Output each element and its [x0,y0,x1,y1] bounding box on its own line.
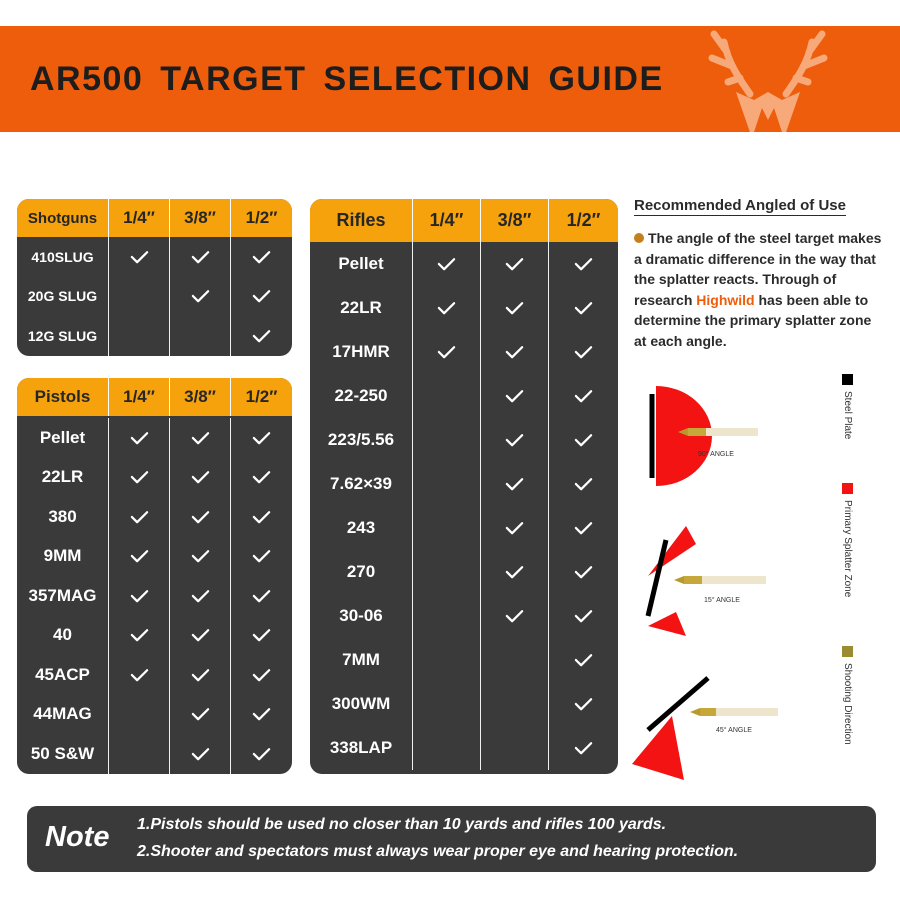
splatter-zone-15b [648,612,686,636]
checkmark-cell [549,726,618,770]
note-label: Note [45,821,110,853]
checkmark-icon [252,328,271,344]
checkmark-cell [231,277,292,317]
angle-section-title: Recommended Angled of Use [634,197,846,214]
checkmark-cell [109,237,170,277]
checkmark-cell [109,458,170,498]
pistols-row-40 [17,616,292,656]
checkmark-icon [252,548,271,564]
checkmark-icon [574,344,593,360]
checkmark-icon [252,469,271,485]
checkmark-cell [549,506,618,550]
rifles-row-223-5-56 [310,418,618,462]
caliber-name: 40 [17,616,109,656]
rifles-thickness-header: 3/8″ [481,199,549,242]
caliber-name: 9MM [17,537,109,577]
checkmark-icon [505,300,524,316]
caliber-name: 45ACP [17,655,109,695]
checkmark-cell [109,418,170,458]
angle-label-45: 45° ANGLE [716,727,752,734]
checkmark-cell [549,330,618,374]
checkmark-icon [191,706,210,722]
caliber-name: 338LAP [310,726,413,770]
checkmark-cell [549,242,618,286]
checkmark-icon [130,469,149,485]
checkmark-icon [437,256,456,272]
empty-cell [413,726,481,770]
empty-cell [413,462,481,506]
checkmark-cell [231,497,292,537]
checkmark-cell [170,734,231,774]
checkmark-cell [231,734,292,774]
checkmark-cell [109,537,170,577]
checkmark-cell [413,242,481,286]
caliber-name: 50 S&W [17,734,109,774]
caliber-name: 7MM [310,638,413,682]
rifles-row-30-06 [310,594,618,638]
caliber-name: 12G SLUG [17,316,109,356]
checkmark-cell [413,330,481,374]
checkmark-icon [574,652,593,668]
checkmark-cell [170,458,231,498]
checkmark-cell [231,458,292,498]
checkmark-cell [481,418,549,462]
caliber-name: Pellet [17,418,109,458]
checkmark-cell [549,418,618,462]
checkmark-icon [191,746,210,762]
rifles-table [310,199,618,774]
checkmark-cell [170,497,231,537]
bullet-15 [674,576,766,584]
steel-plate-15 [648,540,666,616]
checkmark-icon [252,509,271,525]
checkmark-icon [130,588,149,604]
legend-swatch-olive [842,646,853,657]
checkmark-icon [130,509,149,525]
checkmark-cell [109,616,170,656]
rifles-row-pellet [310,242,618,286]
empty-cell [481,682,549,726]
rifles-row-300wm [310,682,618,726]
empty-cell [109,734,170,774]
checkmark-cell [170,616,231,656]
note-box [27,806,876,872]
checkmark-icon [252,746,271,762]
caliber-name: 243 [310,506,413,550]
legend-splatter-zone [842,483,853,597]
checkmark-cell [231,418,292,458]
checkmark-icon [505,564,524,580]
shotguns-table [17,199,292,356]
checkmark-cell [170,695,231,735]
empty-cell [413,594,481,638]
caliber-name: 410SLUG [17,237,109,277]
caliber-name: 20G SLUG [17,277,109,317]
checkmark-cell [549,594,618,638]
caliber-name: 17HMR [310,330,413,374]
checkmark-cell [109,576,170,616]
checkmark-cell [231,576,292,616]
checkmark-cell [481,550,549,594]
checkmark-icon [130,249,149,265]
checkmark-cell [549,638,618,682]
checkmark-cell [549,286,618,330]
diagram-90-angle [652,386,758,486]
legend-steel-plate [842,374,853,439]
pistols-thickness-header: 3/8″ [170,378,231,416]
pistols-row-45acp [17,655,292,695]
caliber-name: 22-250 [310,374,413,418]
shotguns-row-12g-slug [17,316,292,356]
checkmark-icon [130,667,149,683]
checkmark-cell [231,237,292,277]
shotguns-header-label: Shotguns [17,199,109,237]
shotguns-thickness-header: 1/2″ [245,208,278,227]
checkmark-cell [109,655,170,695]
checkmark-cell [231,616,292,656]
legend-label-splatter-zone: Primary Splatter Zone [842,500,853,598]
rifles-row-7-62-39 [310,462,618,506]
shotguns-header-row [17,199,292,237]
empty-cell [413,550,481,594]
checkmark-cell [170,418,231,458]
pistols-row-357mag [17,576,292,616]
checkmark-cell [549,374,618,418]
shotguns-row-410slug [17,237,292,277]
angle-diagrams [626,380,806,785]
checkmark-cell [170,277,231,317]
checkmark-icon [130,430,149,446]
checkmark-cell [109,497,170,537]
checkmark-icon [252,667,271,683]
rifles-row-270 [310,550,618,594]
legend-shooting-direction [842,646,853,745]
pistols-row-22lr [17,458,292,498]
caliber-name: 7.62×39 [310,462,413,506]
checkmark-icon [252,627,271,643]
caliber-name: 22LR [17,458,109,498]
header-banner [0,26,900,132]
checkmark-icon [130,627,149,643]
pistols-row-9mm [17,537,292,577]
caliber-name: 380 [17,497,109,537]
checkmark-icon [505,608,524,624]
rifles-thickness-header: 1/4″ [413,199,481,242]
checkmark-icon [437,344,456,360]
caliber-name: 22LR [310,286,413,330]
diagram-15-angle [648,526,766,636]
checkmark-icon [252,588,271,604]
checkmark-cell [413,286,481,330]
checkmark-cell [481,330,549,374]
pistols-header-row [17,378,292,416]
empty-cell [413,374,481,418]
checkmark-cell [549,550,618,594]
angle-text-2: has been able to determine the primary splatter zone at each angle. [634,291,872,349]
steel-plate-45 [648,678,708,730]
checkmark-cell [231,655,292,695]
legend-label-steel-plate: Steel Plate [842,391,853,440]
checkmark-icon [505,476,524,492]
rifles-thickness-header: 1/2″ [566,210,601,230]
checkmark-cell [481,242,549,286]
checkmark-icon [574,740,593,756]
diagram-45-angle [632,678,778,780]
rifles-row-243 [310,506,618,550]
caliber-name: 270 [310,550,413,594]
checkmark-icon [574,564,593,580]
checkmark-icon [574,300,593,316]
caliber-name: 357MAG [17,576,109,616]
splatter-zone-45 [632,716,684,780]
caliber-name: 30-06 [310,594,413,638]
checkmark-cell [170,237,231,277]
checkmark-cell [231,695,292,735]
rifles-header-label: Rifles [310,199,413,242]
checkmark-icon [574,388,593,404]
pistols-row-pellet [17,418,292,458]
checkmark-cell [481,286,549,330]
checkmark-icon [191,430,210,446]
empty-cell [481,638,549,682]
rifles-header-row [310,199,618,242]
checkmark-icon [191,548,210,564]
checkmark-icon [505,520,524,536]
shotguns-thickness-header: 3/8″ [170,199,231,237]
checkmark-icon [252,430,271,446]
checkmark-icon [505,256,524,272]
checkmark-cell [549,682,618,726]
checkmark-icon [505,432,524,448]
deer-antler-logo-icon [698,26,838,132]
empty-cell [109,277,170,317]
shotguns-row-20g-slug [17,277,292,317]
checkmark-icon [191,249,210,265]
empty-cell [170,316,231,356]
note-line-2: 2.Shooter and spectators must always wear proper eye and hearing protection. [137,843,739,860]
angle-text-1: The angle of the steel target makes a dramatic difference in the way that the splatter reacts. Through of research [634,230,882,308]
checkmark-cell [481,374,549,418]
angle-label-15: 15° ANGLE [704,597,740,604]
checkmark-cell [549,462,618,506]
shotguns-thickness-header: 1/4″ [109,199,170,237]
bullet-90 [678,428,758,436]
checkmark-icon [574,608,593,624]
empty-cell [413,418,481,462]
checkmark-icon [574,520,593,536]
checkmark-cell [481,594,549,638]
checkmark-icon [252,706,271,722]
splatter-zone-15 [648,526,696,576]
brand-name: Highwild [696,291,755,308]
checkmark-cell [170,537,231,577]
checkmark-icon [505,344,524,360]
checkmark-icon [574,256,593,272]
rifles-row-22-250 [310,374,618,418]
checkmark-cell [481,462,549,506]
pistols-row-44mag [17,695,292,735]
empty-cell [413,638,481,682]
checkmark-icon [252,249,271,265]
empty-cell [109,316,170,356]
checkmark-icon [574,432,593,448]
angle-description [634,228,886,352]
caliber-name: 300WM [310,682,413,726]
empty-cell [413,682,481,726]
empty-cell [109,695,170,735]
rifles-row-7mm [310,638,618,682]
caliber-name: 44MAG [17,695,109,735]
empty-cell [413,506,481,550]
empty-cell [481,726,549,770]
checkmark-cell [170,576,231,616]
caliber-name: 223/5.56 [310,418,413,462]
bullet-45 [690,708,778,716]
checkmark-icon [191,667,210,683]
checkmark-icon [191,509,210,525]
rifles-row-22lr [310,286,618,330]
checkmark-cell [231,316,292,356]
checkmark-cell [231,537,292,577]
checkmark-icon [191,627,210,643]
pistols-row-380 [17,497,292,537]
checkmark-icon [252,288,271,304]
rifles-row-338lap [310,726,618,770]
checkmark-icon [191,588,210,604]
checkmark-cell [481,506,549,550]
checkmark-cell [170,655,231,695]
legend-swatch-black [842,374,853,385]
bullet-icon [634,233,644,243]
checkmark-icon [130,548,149,564]
pistols-row-50-s-w [17,734,292,774]
pistols-thickness-header: 1/4″ [109,378,170,416]
checkmark-icon [191,469,210,485]
rifles-row-17hmr [310,330,618,374]
pistols-thickness-header: 1/2″ [245,387,278,406]
checkmark-icon [191,288,210,304]
angle-label-90: 90° ANGLE [698,451,734,458]
pistols-header-label: Pistols [17,378,109,416]
page-title: AR500 TARGET SELECTION GUIDE [30,60,664,98]
checkmark-icon [574,476,593,492]
caliber-name: Pellet [310,242,413,286]
checkmark-icon [437,300,456,316]
checkmark-icon [574,696,593,712]
pistols-table [17,378,292,774]
legend-swatch-red [842,483,853,494]
checkmark-icon [505,388,524,404]
legend-label-shooting-direction: Shooting Direction [842,663,853,745]
note-line-1: 1.Pistols should be used no closer than 10 yards and rifles 100 yards. [137,816,667,833]
